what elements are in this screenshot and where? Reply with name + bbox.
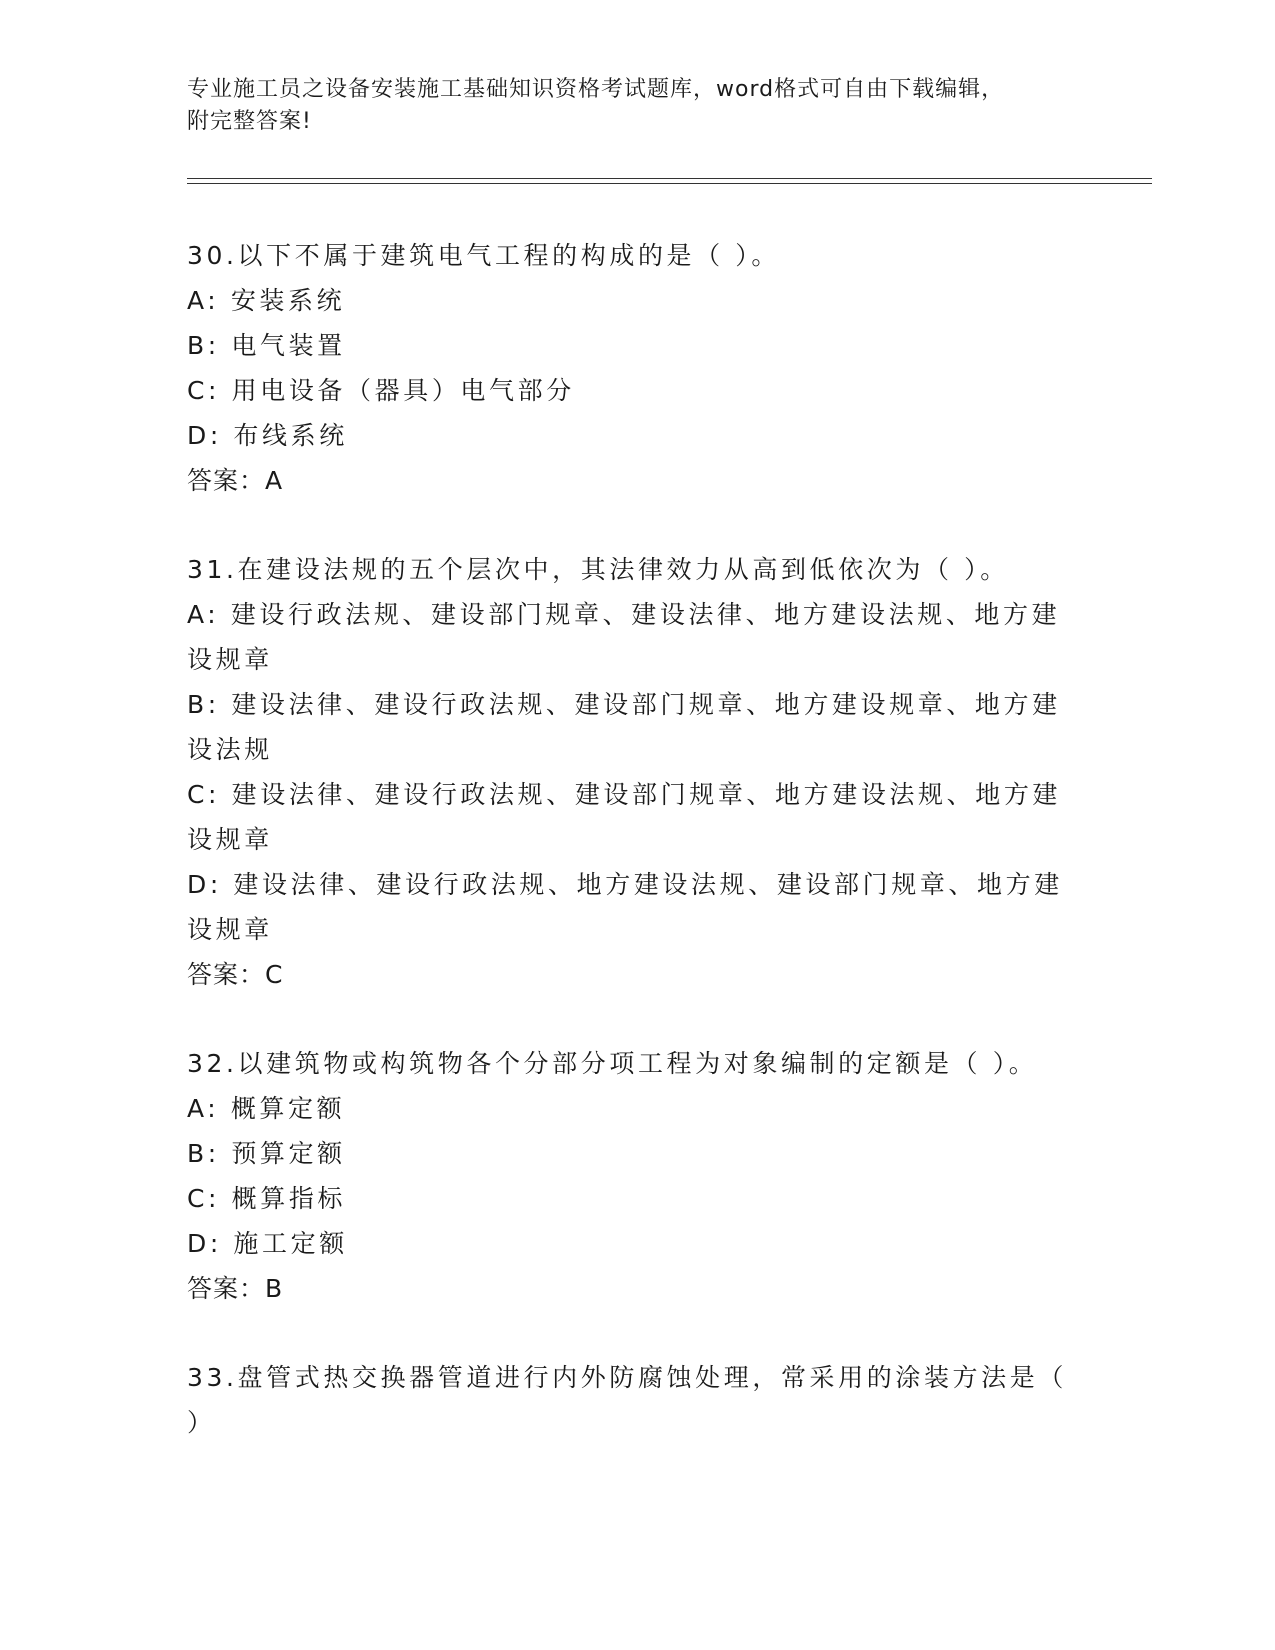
option-a: A: 安装系统 xyxy=(187,286,346,315)
answer-value: C xyxy=(265,960,284,989)
option-b: B: 预算定额 xyxy=(187,1139,346,1168)
header-line-1: 专业施工员之设备安装施工基础知识资格考试题库，word格式可自由下载编辑， xyxy=(187,77,1005,102)
option-c: C: 用电设备（器具）电气部分 xyxy=(187,376,575,405)
answer-label: 答案： xyxy=(187,466,266,495)
header-line-2: 附完整答案! xyxy=(187,109,312,134)
option-b: B: 电气装置 xyxy=(187,331,346,360)
question-list xyxy=(187,233,1067,1489)
option-c: C: 概算指标 xyxy=(187,1184,347,1213)
answer-line xyxy=(187,952,1067,997)
option-a: A: 概算定额 xyxy=(187,1094,346,1123)
header-divider xyxy=(187,178,1152,184)
answer-line xyxy=(187,458,1067,503)
answer-value: B xyxy=(265,1274,284,1303)
question-33 xyxy=(187,1355,1067,1445)
option-b: B: 建设法律、建设行政法规、建设部门规章、地方建设规章、地方建设法规 xyxy=(187,690,1061,764)
option-d: D: 施工定额 xyxy=(187,1229,348,1258)
option-d: D: 布线系统 xyxy=(187,421,348,450)
question-30 xyxy=(187,233,1067,503)
option-d: D: 建设法律、建设行政法规、地方建设法规、建设部门规章、地方建设规章 xyxy=(187,870,1063,944)
option-a: A: 建设行政法规、建设部门规章、建设法律、地方建设法规、地方建设规章 xyxy=(187,600,1061,674)
answer-label: 答案： xyxy=(187,960,266,989)
question-stem: 30.以下不属于建筑电气工程的构成的是（ ）。 xyxy=(187,241,781,270)
question-31 xyxy=(187,547,1067,997)
answer-line xyxy=(187,1266,1067,1311)
question-32 xyxy=(187,1041,1067,1311)
question-stem: 33.盘管式热交换器管道进行内外防腐蚀处理，常采用的涂装方法是（ ） xyxy=(187,1363,1067,1437)
document-header xyxy=(187,74,1067,138)
answer-value: A xyxy=(265,466,284,495)
option-c: C: 建设法律、建设行政法规、建设部门规章、地方建设法规、地方建设规章 xyxy=(187,780,1062,854)
question-stem: 32.以建筑物或构筑物各个分部分项工程为对象编制的定额是（ ）。 xyxy=(187,1049,1038,1078)
answer-label: 答案： xyxy=(187,1274,266,1303)
question-stem: 31.在建设法规的五个层次中，其法律效力从高到低依次为（ ）。 xyxy=(187,555,1009,584)
